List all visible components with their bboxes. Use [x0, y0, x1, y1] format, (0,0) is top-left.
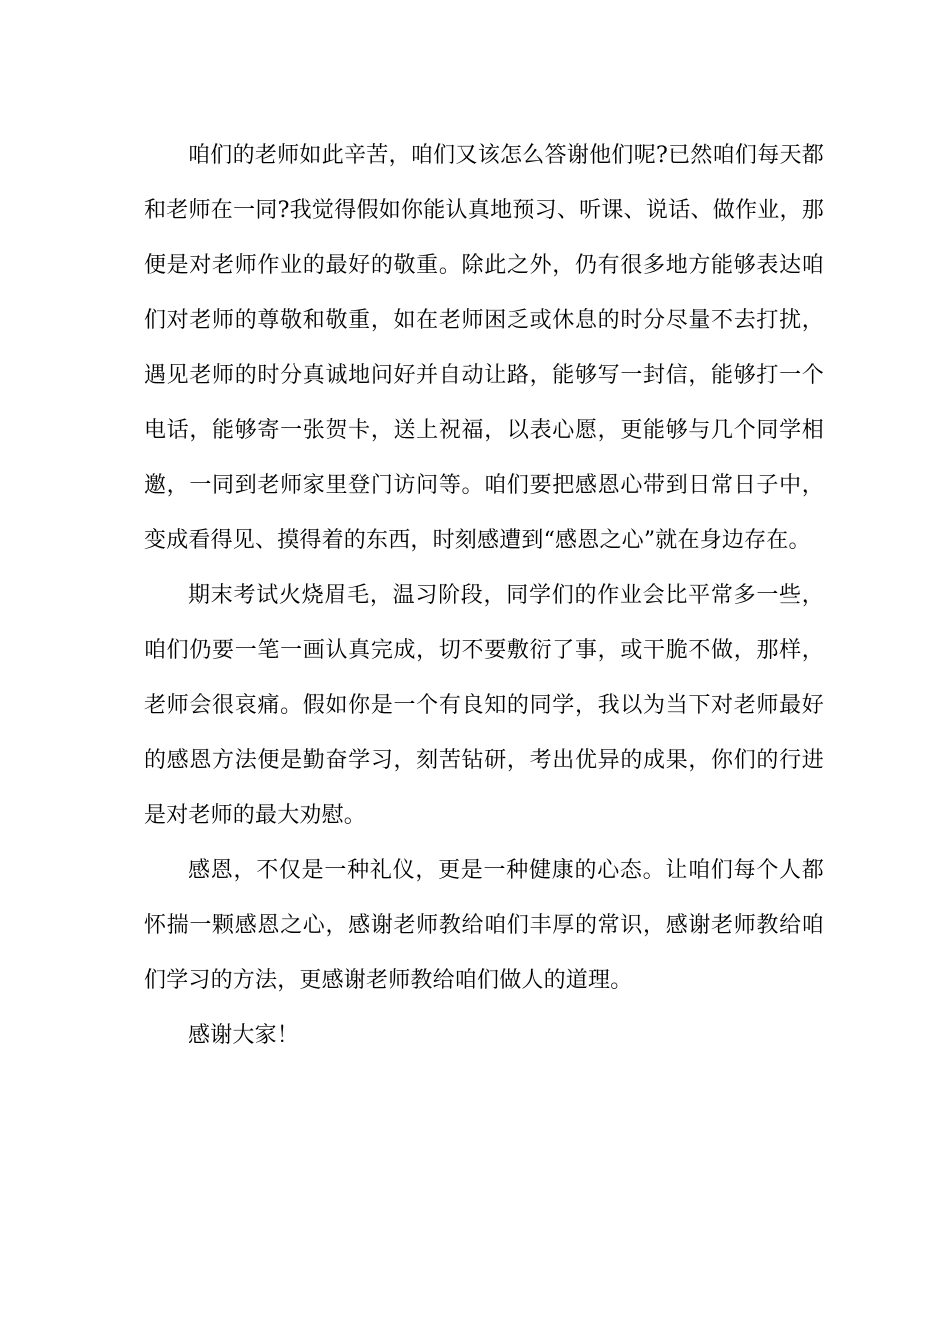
paragraph-3: 感恩，不仅是一种礼仪，更是一种健康的心态。让咱们每个人都怀揣一颗感恩之心，感谢老师教给咱们丰厚的常识，感谢老师教给咱们学习的方法，更感谢老师教给咱们做人的道理。 — [144, 858, 824, 993]
document-body — [144, 128, 824, 1063]
paragraph-2: 期末考试火烧眉毛，温习阶段，同学们的作业会比平常多一些，咱们仍要一笔一画认真完成，切不要敷衍了事，或干脆不做，那样，老师会很哀痛。假如你是一个有良知的同学，我以为当下对老师最好的感恩方法便是勤奋学习，刻苦钻研，考出优异的成果，你们的行进是对老师的最大劝慰。 — [144, 583, 824, 828]
paragraph-1: 咱们的老师如此辛苦，咱们又该怎么答谢他们呢?已然咱们每天都和老师在一同?我觉得假如你能认真地预习、听课、说话、做作业，那便是对老师作业的最好的敬重。除此之外，仍有很多地方能够表达咱们对老师的尊敬和敬重，如在老师困乏或休息的时分尽量不去打扰，遇见老师的时分真诚地问好并自动让路，能够写一封信，能够打一个电话，能够寄一张贺卡，送上祝福，以表心愿，更能够与几个同学相邀，一同到老师家里登门访问等。咱们要把感恩心带到日常日子中，变成看得见、摸得着的东西，时刻感遭到“感恩之心”就在身边存在。 — [144, 143, 824, 553]
closing-line: 感谢大家！ — [188, 1023, 300, 1048]
